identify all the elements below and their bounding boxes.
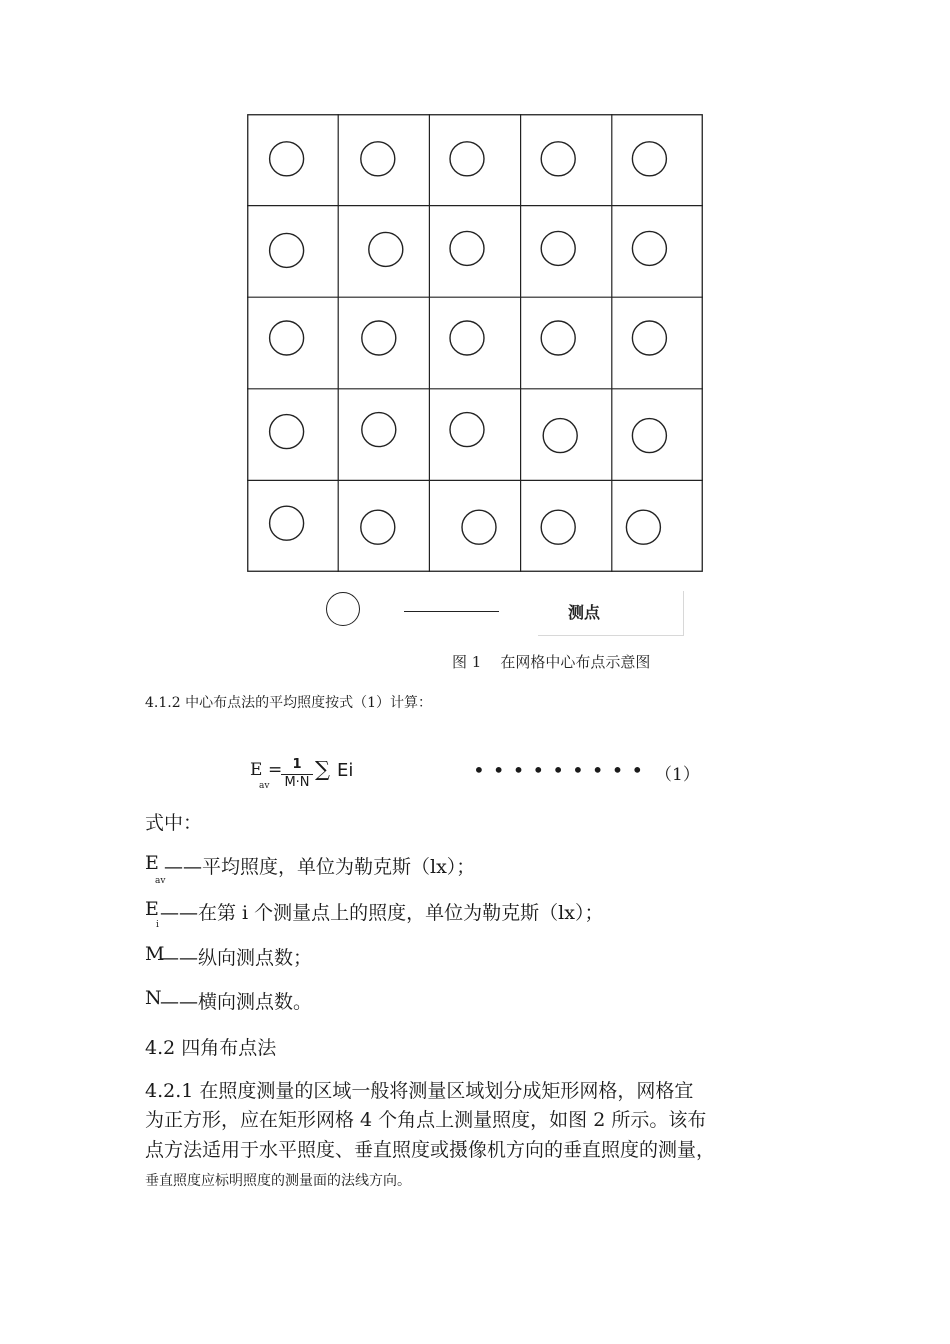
definition-symbol: E [145, 898, 159, 920]
measurement-point-icon [450, 413, 484, 447]
paragraph-line: 为正方形，应在矩形网格 4 个角点上测量照度，如图 2 所示。该布 [145, 1109, 707, 1131]
paragraph-line: 点方法适用于水平照度、垂直照度或摄像机方向的垂直照度的测量， [145, 1139, 716, 1161]
definition-subscript: av [155, 876, 166, 886]
measurement-point-icon [632, 142, 666, 176]
paragraph-line: 垂直照度应标明照度的测量面的法线方向。 [145, 1173, 411, 1189]
legend-label: 测点 [568, 603, 601, 622]
formula-numerator: 1 [281, 757, 313, 775]
measurement-point-icon [369, 232, 403, 266]
measurement-grid-figure [247, 114, 703, 572]
measurement-point-icon [362, 321, 396, 355]
measurement-point-icon [361, 510, 395, 544]
where-label: 式中： [145, 812, 203, 834]
measurement-point-icon [362, 413, 396, 447]
paragraph-line: 4.2.1 在照度测量的区域一般将测量区域划分成矩形网格，网格宜 [145, 1080, 694, 1102]
formula-sum-symbol: ∑ [315, 757, 330, 781]
measurement-point-icon [270, 142, 304, 176]
formula-lhs-subscript: av [259, 781, 270, 791]
measurement-point-icon [541, 142, 575, 176]
definition-text: ——在第 i 个测量点上的照度，单位为勒克斯（lx）； [160, 902, 604, 924]
legend-dash-line [404, 611, 499, 612]
definition-symbol: E [145, 852, 159, 874]
measurement-point-icon [462, 510, 496, 544]
measurement-point-icon [270, 321, 304, 355]
measurement-point-icon [541, 510, 575, 544]
section-4-2-heading: 4.2 四角布点法 [145, 1037, 277, 1059]
definition-symbol: M [145, 943, 165, 965]
formula-equals: = [268, 760, 283, 780]
legend-box [538, 591, 684, 636]
measurement-point-icon [361, 142, 395, 176]
figure-caption: 图 1 在网格中心布点示意图 [452, 653, 651, 671]
formula-number: （1） [655, 765, 700, 785]
definition-text: ——纵向测点数； [160, 947, 313, 969]
measurement-point-icon [270, 415, 304, 449]
measurement-point-icon [270, 506, 304, 540]
measurement-point-icon [632, 231, 666, 265]
definition-text: ——平均照度，单位为勒克斯（lx）； [164, 856, 476, 878]
definition-text: ——横向测点数。 [160, 991, 313, 1013]
formula-term: Ei [337, 760, 354, 781]
definition-subscript: i [156, 920, 159, 930]
formula-denominator: M·N [284, 775, 310, 790]
measurement-point-icon [632, 419, 666, 453]
measurement-point-icon [450, 321, 484, 355]
measurement-point-icon [541, 321, 575, 355]
legend-circle-icon [326, 592, 360, 626]
measurement-point-icon [450, 231, 484, 265]
measurement-point-icon [543, 419, 577, 453]
measurement-point-icon [450, 142, 484, 176]
formula-lhs: E [250, 760, 263, 780]
grid-border [248, 115, 703, 572]
section-4-1-2-heading: 4.1.2 中心布点法的平均照度按式（1）计算： [145, 695, 432, 711]
measurement-point-icon [632, 321, 666, 355]
measurement-point-icon [270, 233, 304, 267]
formula-leader-dots: ••••••••• [473, 758, 652, 782]
definition-symbol: N [145, 987, 162, 1009]
measurement-point-icon [541, 231, 575, 265]
measurement-point-icon [626, 510, 660, 544]
formula-fraction [281, 757, 313, 791]
